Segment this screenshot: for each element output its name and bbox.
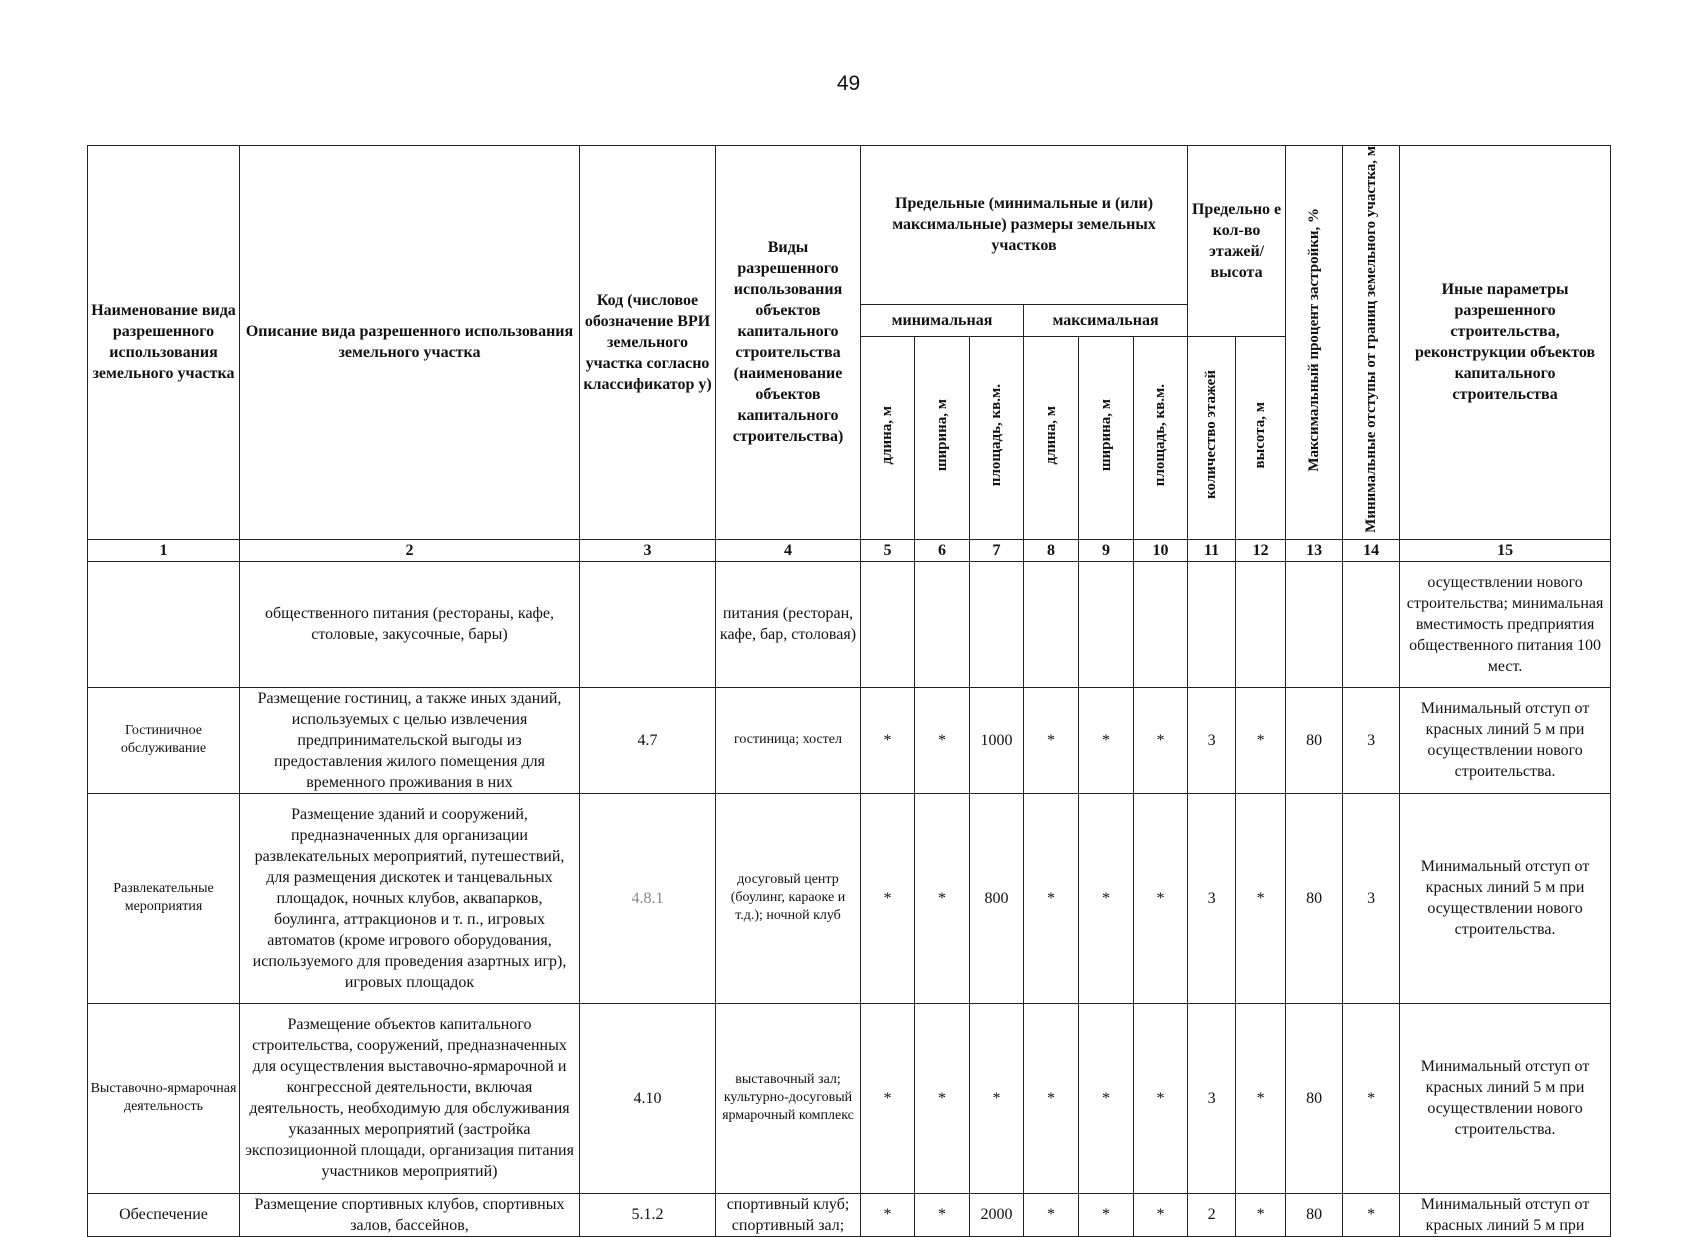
header-min-area: площадь, кв.м. xyxy=(970,337,1024,540)
column-number: 11 xyxy=(1188,539,1236,561)
cell-min-length: * xyxy=(861,1003,915,1193)
cell-min-length: * xyxy=(861,1193,915,1236)
column-number: 5 xyxy=(861,539,915,561)
column-number: 15 xyxy=(1400,539,1611,561)
cell-min-area: * xyxy=(970,1003,1024,1193)
cell-max-width: * xyxy=(1079,687,1134,793)
cell-height: * xyxy=(1236,1193,1286,1236)
cell-min-width: * xyxy=(915,1193,970,1236)
column-number: 6 xyxy=(915,539,970,561)
header-height: высота, м xyxy=(1236,337,1286,540)
header-max-length: длина, м xyxy=(1024,337,1079,540)
header-floors-height: Предельно е кол-во этажей/ высота xyxy=(1188,146,1286,337)
column-number: 9 xyxy=(1079,539,1134,561)
header-max-area: площадь, кв.м. xyxy=(1134,337,1188,540)
cell-other: Минимальный отступ от красных линий 5 м при осуществлении нового строительства. xyxy=(1400,1003,1611,1193)
cell-floors xyxy=(1188,561,1236,687)
cell-min-width: * xyxy=(915,1003,970,1193)
header-other-params: Иные параметры разрешенного строительства, реконструкции объектов капитального строительства xyxy=(1400,146,1611,540)
table-row xyxy=(88,793,1611,1003)
cell-description: Размещение зданий и сооружений, предназначенных для организации развлекательных мероприятий, путешествий, для размещения дискотек и танцевальных площадок, ночных клубов, аквапарков, боулинга, аттракционов и т. п., игровых автоматов (кроме игрового оборудования, используемого для проведения азартных игр), игровых площадок xyxy=(240,793,580,1003)
header-min-length: длина, м xyxy=(861,337,915,540)
header-description: Описание вида разрешенного использования земельного участка xyxy=(240,146,580,540)
cell-min-area: 1000 xyxy=(970,687,1024,793)
header-plot-sizes: Предельные (минимальные и (или) максимальные) размеры земельных участков xyxy=(861,146,1188,305)
cell-description: Размещение гостиниц, а также иных зданий, используемых с целью извлечения предпринимательской выгоды из предоставления жилого помещения для временного проживания в них xyxy=(240,687,580,793)
cell-min-width: * xyxy=(915,793,970,1003)
header-name: Наименование вида разрешенного использования земельного участка xyxy=(88,146,240,540)
cell-objects: спортивный клуб; спортивный зал; xyxy=(716,1193,861,1236)
cell-max-length: * xyxy=(1024,1003,1079,1193)
cell-description: Размещение объектов капитального строительства, сооружений, предназначенных для осуществления выставочно-ярмарочной и конгрессной деятельности, включая деятельность, необходимую для обслуживания указанных мероприятий (застройка экспозиционной площади, организация питания участников мероприятий) xyxy=(240,1003,580,1193)
cell-max-area xyxy=(1134,561,1188,687)
column-number: 8 xyxy=(1024,539,1079,561)
column-number: 4 xyxy=(716,539,861,561)
header-max-width: ширина, м xyxy=(1079,337,1134,540)
cell-other: Минимальный отступ от красных линий 5 м при осуществлении нового строительства. xyxy=(1400,687,1611,793)
cell-code: 4.8.1 xyxy=(580,793,716,1003)
cell-objects: гостиница; хостел xyxy=(716,687,861,793)
column-number-row xyxy=(88,539,1611,561)
cell-max-length: * xyxy=(1024,1193,1079,1236)
cell-max-length: * xyxy=(1024,793,1079,1003)
column-number: 1 xyxy=(88,539,240,561)
page-number: 49 xyxy=(836,72,861,95)
cell-max-area: * xyxy=(1134,687,1188,793)
column-number: 10 xyxy=(1134,539,1188,561)
cell-max-length: * xyxy=(1024,687,1079,793)
cell-description: общественного питания (рестораны, кафе, столовые, закусочные, бары) xyxy=(240,561,580,687)
cell-objects: питания (ресторан, кафе, бар, столовая) xyxy=(716,561,861,687)
column-number: 3 xyxy=(580,539,716,561)
cell-percent xyxy=(1286,561,1343,687)
cell-height: * xyxy=(1236,793,1286,1003)
header-setbacks: Минимальные отступы от границ земельного участка, м xyxy=(1343,146,1400,540)
cell-max-area: * xyxy=(1134,1003,1188,1193)
cell-other: Минимальный отступ от красных линий 5 м при xyxy=(1400,1193,1611,1236)
cell-name: Обеспечение xyxy=(88,1193,240,1236)
cell-min-area: 800 xyxy=(970,793,1024,1003)
cell-other: Минимальный отступ от красных линий 5 м при осуществлении нового строительства. xyxy=(1400,793,1611,1003)
cell-description: Размещение спортивных клубов, спортивных залов, бассейнов, xyxy=(240,1193,580,1236)
header-min-width: ширина, м xyxy=(915,337,970,540)
cell-floors: 2 xyxy=(1188,1193,1236,1236)
column-number: 7 xyxy=(970,539,1024,561)
cell-min-area xyxy=(970,561,1024,687)
cell-code: 5.1.2 xyxy=(580,1193,716,1236)
cell-setback: * xyxy=(1343,1193,1400,1236)
table-row xyxy=(88,561,1611,687)
cell-min-length: * xyxy=(861,687,915,793)
column-number: 2 xyxy=(240,539,580,561)
cell-max-width xyxy=(1079,561,1134,687)
cell-name: Развлекательные мероприятия xyxy=(88,793,240,1003)
cell-min-length: * xyxy=(861,793,915,1003)
column-number: 14 xyxy=(1343,539,1400,561)
cell-other: осуществлении нового строительства; минимальная вместимость предприятия общественного питания 100 мест. xyxy=(1400,561,1611,687)
column-number: 13 xyxy=(1286,539,1343,561)
cell-max-area: * xyxy=(1134,793,1188,1003)
cell-floors: 3 xyxy=(1188,793,1236,1003)
cell-percent: 80 xyxy=(1286,1193,1343,1236)
cell-height: * xyxy=(1236,1003,1286,1193)
cell-code: 4.10 xyxy=(580,1003,716,1193)
cell-setback: 3 xyxy=(1343,687,1400,793)
cell-min-area: 2000 xyxy=(970,1193,1024,1236)
cell-code: 4.7 xyxy=(580,687,716,793)
header-build-percent: Максимальный процент застройки, % xyxy=(1286,146,1343,540)
table-row xyxy=(88,1003,1611,1193)
cell-floors: 3 xyxy=(1188,1003,1236,1193)
header-floor-count: количество этажей xyxy=(1188,337,1236,540)
column-number: 12 xyxy=(1236,539,1286,561)
cell-percent: 80 xyxy=(1286,687,1343,793)
header-minimum: минимальная xyxy=(861,304,1024,336)
cell-name: Выставочно-ярмарочная деятельность xyxy=(88,1003,240,1193)
cell-percent: 80 xyxy=(1286,1003,1343,1193)
header-code: Код (числовое обозначение ВРИ земельного участка согласно классификатор у) xyxy=(580,146,716,540)
cell-code xyxy=(580,561,716,687)
cell-max-length xyxy=(1024,561,1079,687)
cell-height xyxy=(1236,561,1286,687)
cell-setback: * xyxy=(1343,1003,1400,1193)
cell-max-width: * xyxy=(1079,1003,1134,1193)
cell-percent: 80 xyxy=(1286,793,1343,1003)
cell-max-area: * xyxy=(1134,1193,1188,1236)
cell-min-width: * xyxy=(915,687,970,793)
cell-name: Гостиничное обслуживание xyxy=(88,687,240,793)
cell-floors: 3 xyxy=(1188,687,1236,793)
cell-height: * xyxy=(1236,687,1286,793)
cell-objects: досуговый центр (боулинг, караоке и т.д.); ночной клуб xyxy=(716,793,861,1003)
cell-objects: выставочный зал; культурно-досуговый ярмарочный комплекс xyxy=(716,1003,861,1193)
cell-name xyxy=(88,561,240,687)
header-maximum: максимальная xyxy=(1024,304,1188,336)
zoning-parameters-table xyxy=(87,145,1611,1237)
table-row xyxy=(88,687,1611,793)
header-objects: Виды разрешенного использования объектов капитального строительства (наименование объектов капитального строительства) xyxy=(716,146,861,540)
cell-max-width: * xyxy=(1079,793,1134,1003)
cell-min-width xyxy=(915,561,970,687)
cell-setback: 3 xyxy=(1343,793,1400,1003)
cell-setback xyxy=(1343,561,1400,687)
cell-min-length xyxy=(861,561,915,687)
cell-max-width: * xyxy=(1079,1193,1134,1236)
